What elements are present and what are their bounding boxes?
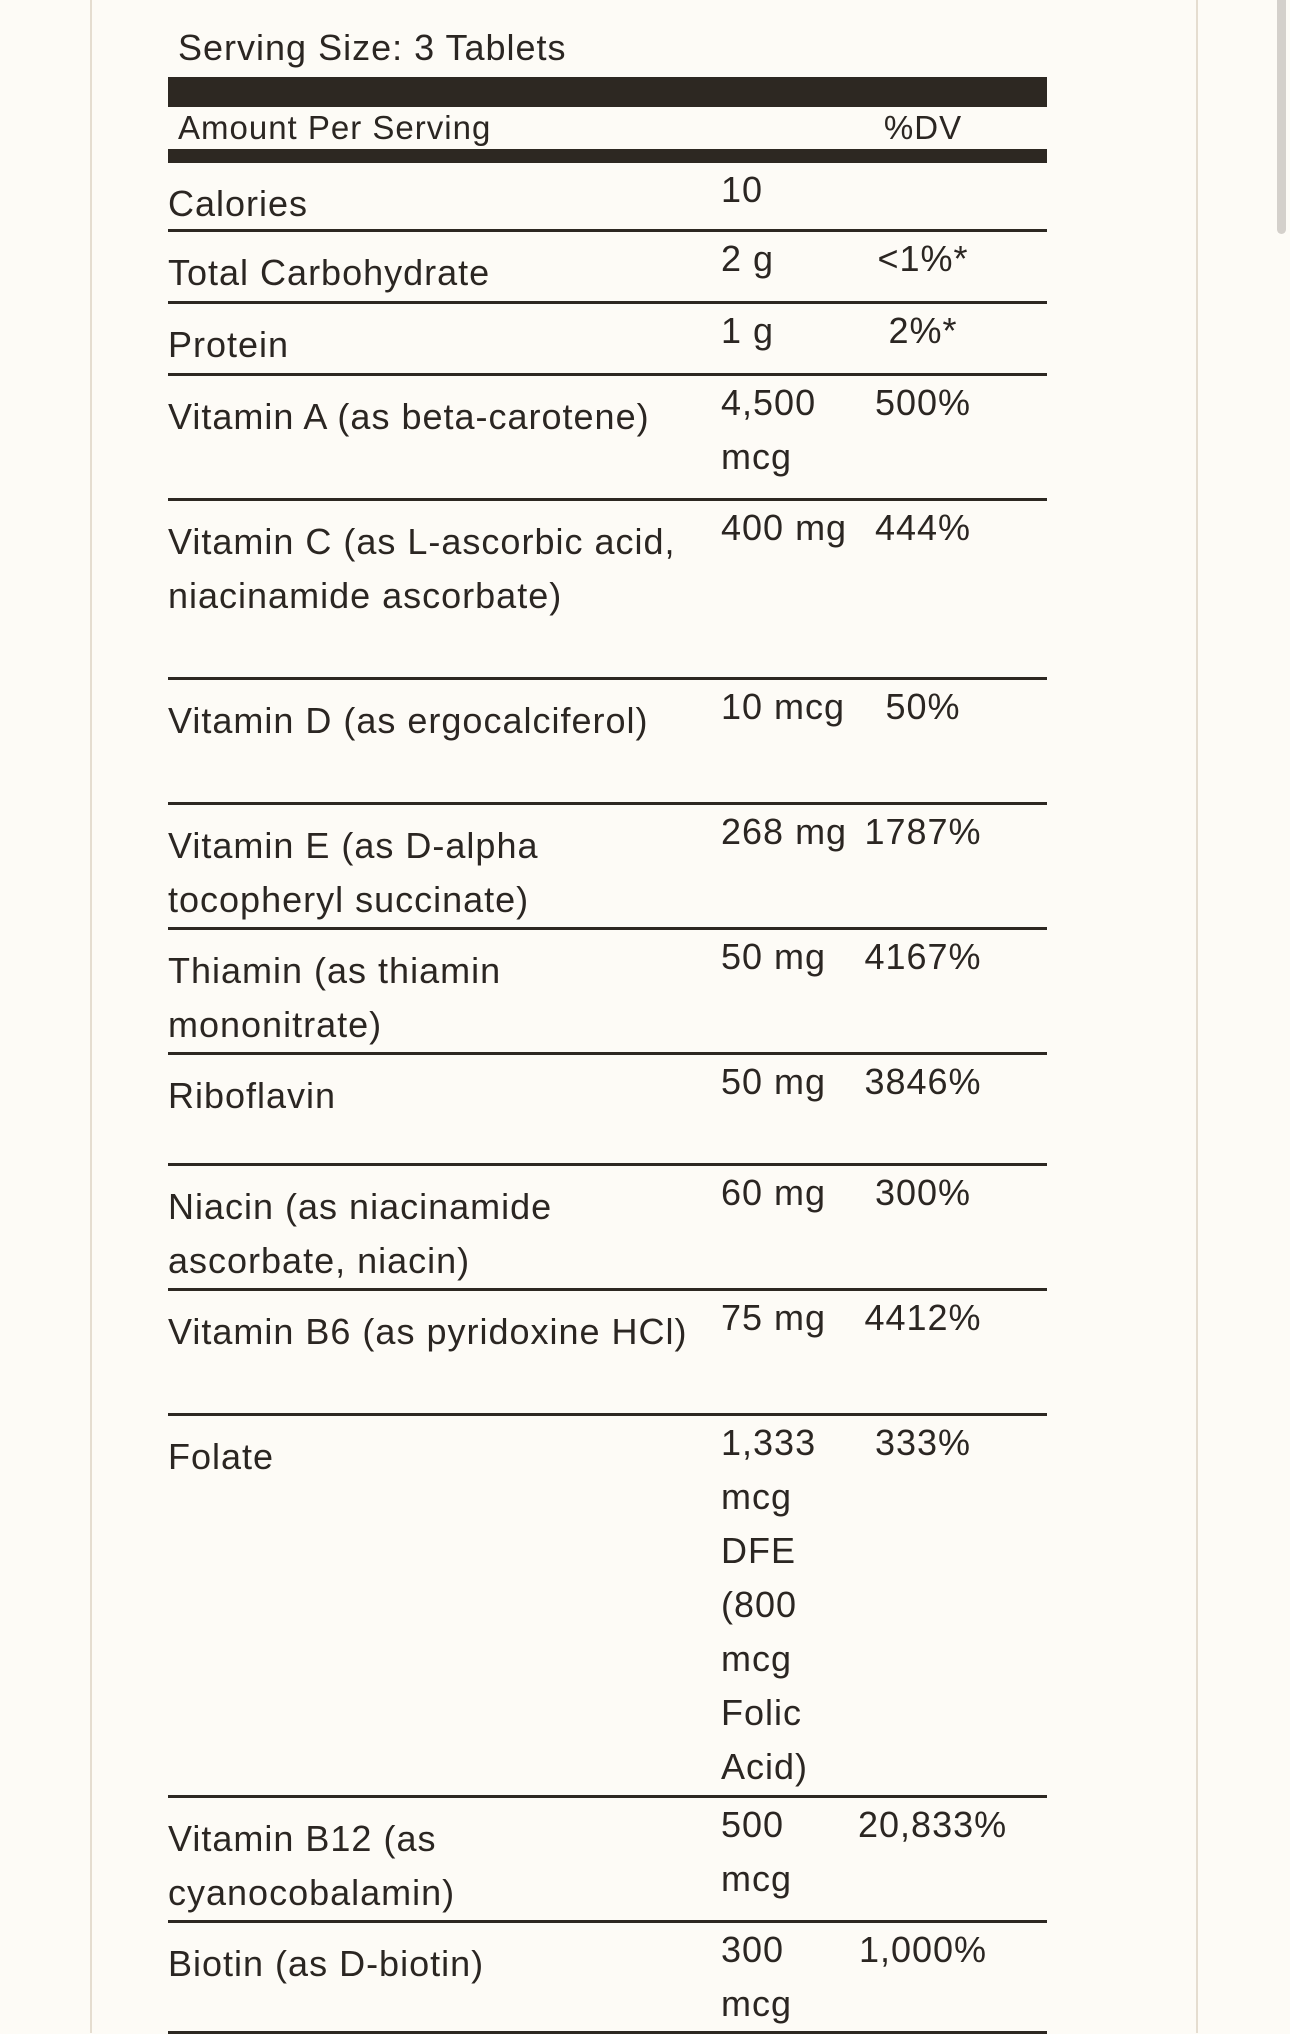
nutrient-dv: <1%* bbox=[877, 238, 969, 279]
table-row bbox=[168, 680, 1047, 805]
nutrient-name: Vitamin A (as beta-carotene) bbox=[168, 396, 650, 437]
nutrient-dv: 2%* bbox=[888, 310, 958, 351]
scrollbar[interactable] bbox=[1277, 0, 1286, 234]
nutrient-name: Vitamin D (as ergocalciferol) bbox=[168, 700, 649, 741]
nutrient-dv: 3846% bbox=[864, 1061, 982, 1102]
nutrient-amount: 300 mcg bbox=[721, 1929, 793, 2024]
table-row bbox=[168, 163, 1047, 232]
nutrient-dv: 500% bbox=[874, 382, 972, 423]
table-row bbox=[168, 1923, 1047, 2034]
nutrient-name: Riboflavin bbox=[168, 1075, 337, 1116]
nutrient-name: Protein bbox=[168, 324, 290, 365]
table-row bbox=[168, 232, 1047, 304]
nutrient-dv: 1787% bbox=[864, 811, 982, 852]
nutrient-dv: 1,000% bbox=[858, 1929, 988, 1970]
table-row bbox=[168, 1055, 1047, 1166]
panel-right-border bbox=[1196, 0, 1198, 2033]
nutrient-amount: 50 mg bbox=[721, 936, 827, 977]
nutrient-dv: 50% bbox=[885, 686, 961, 727]
nutrient-dv: 4412% bbox=[864, 1297, 982, 1338]
dv-column-header: %DV bbox=[883, 109, 963, 146]
nutrient-amount: 50 mg bbox=[721, 1061, 827, 1102]
nutrient-amount: 268 mg bbox=[721, 811, 848, 852]
table-row bbox=[168, 1291, 1047, 1416]
nutrient-name: Thiamin (as thiamin mononitrate) bbox=[168, 950, 502, 1045]
nutrient-amount: 2 g bbox=[721, 238, 775, 279]
table-row bbox=[168, 304, 1047, 376]
nutrient-amount: 500 mcg bbox=[721, 1804, 793, 1899]
nutrient-name: Vitamin B12 (as cyanocobalamin) bbox=[168, 1818, 456, 1913]
nutrient-amount: 1 g bbox=[721, 310, 775, 351]
nutrient-name: Biotin (as D-biotin) bbox=[168, 1943, 485, 1984]
nutrient-table bbox=[168, 163, 1047, 2034]
nutrient-amount: 4,500 mcg bbox=[721, 382, 817, 477]
nutrient-amount: 10 mcg bbox=[721, 686, 846, 727]
serving-size: Serving Size: 3 Tablets bbox=[178, 27, 567, 68]
nutrient-amount: 1,333 mcg DFE (800 mcg Folic Acid) bbox=[721, 1422, 817, 1787]
amount-per-serving-label: Amount Per Serving bbox=[178, 109, 492, 146]
nutrient-name: Vitamin E (as D-alpha tocopheryl succinate) bbox=[168, 825, 539, 920]
nutrient-dv: 4167% bbox=[864, 936, 982, 977]
nutrient-name: Calories bbox=[168, 183, 309, 224]
table-row bbox=[168, 1798, 1047, 1923]
table-row bbox=[168, 376, 1047, 501]
nutrient-dv: 20,833% bbox=[858, 1804, 1008, 1845]
table-row bbox=[168, 501, 1047, 680]
nutrient-dv: 444% bbox=[874, 507, 972, 548]
nutrient-dv: 300% bbox=[874, 1172, 972, 1213]
thick-divider-bottom bbox=[168, 149, 1047, 163]
nutrient-amount: 75 mg bbox=[721, 1297, 827, 1338]
panel-left-border bbox=[90, 0, 92, 2033]
nutrient-name: Total Carbohydrate bbox=[168, 252, 491, 293]
nutrient-name: Vitamin C (as L-ascorbic acid, niacinamide ascorbate) bbox=[168, 521, 676, 616]
nutrient-name: Vitamin B6 (as pyridoxine HCl) bbox=[168, 1311, 688, 1352]
table-row bbox=[168, 930, 1047, 1055]
nutrient-name: Folate bbox=[168, 1436, 275, 1477]
amount-per-serving-header bbox=[168, 107, 1047, 149]
nutrient-amount: 400 mg bbox=[721, 507, 848, 548]
thick-divider bbox=[168, 77, 1047, 107]
nutrient-name: Niacin (as niacinamide ascorbate, niacin) bbox=[168, 1186, 553, 1281]
nutrient-amount: 10 bbox=[721, 169, 764, 210]
table-row bbox=[168, 805, 1047, 930]
table-row bbox=[168, 1416, 1047, 1798]
table-row bbox=[168, 1166, 1047, 1291]
nutrient-dv: 333% bbox=[874, 1422, 972, 1463]
nutrient-amount: 60 mg bbox=[721, 1172, 827, 1213]
